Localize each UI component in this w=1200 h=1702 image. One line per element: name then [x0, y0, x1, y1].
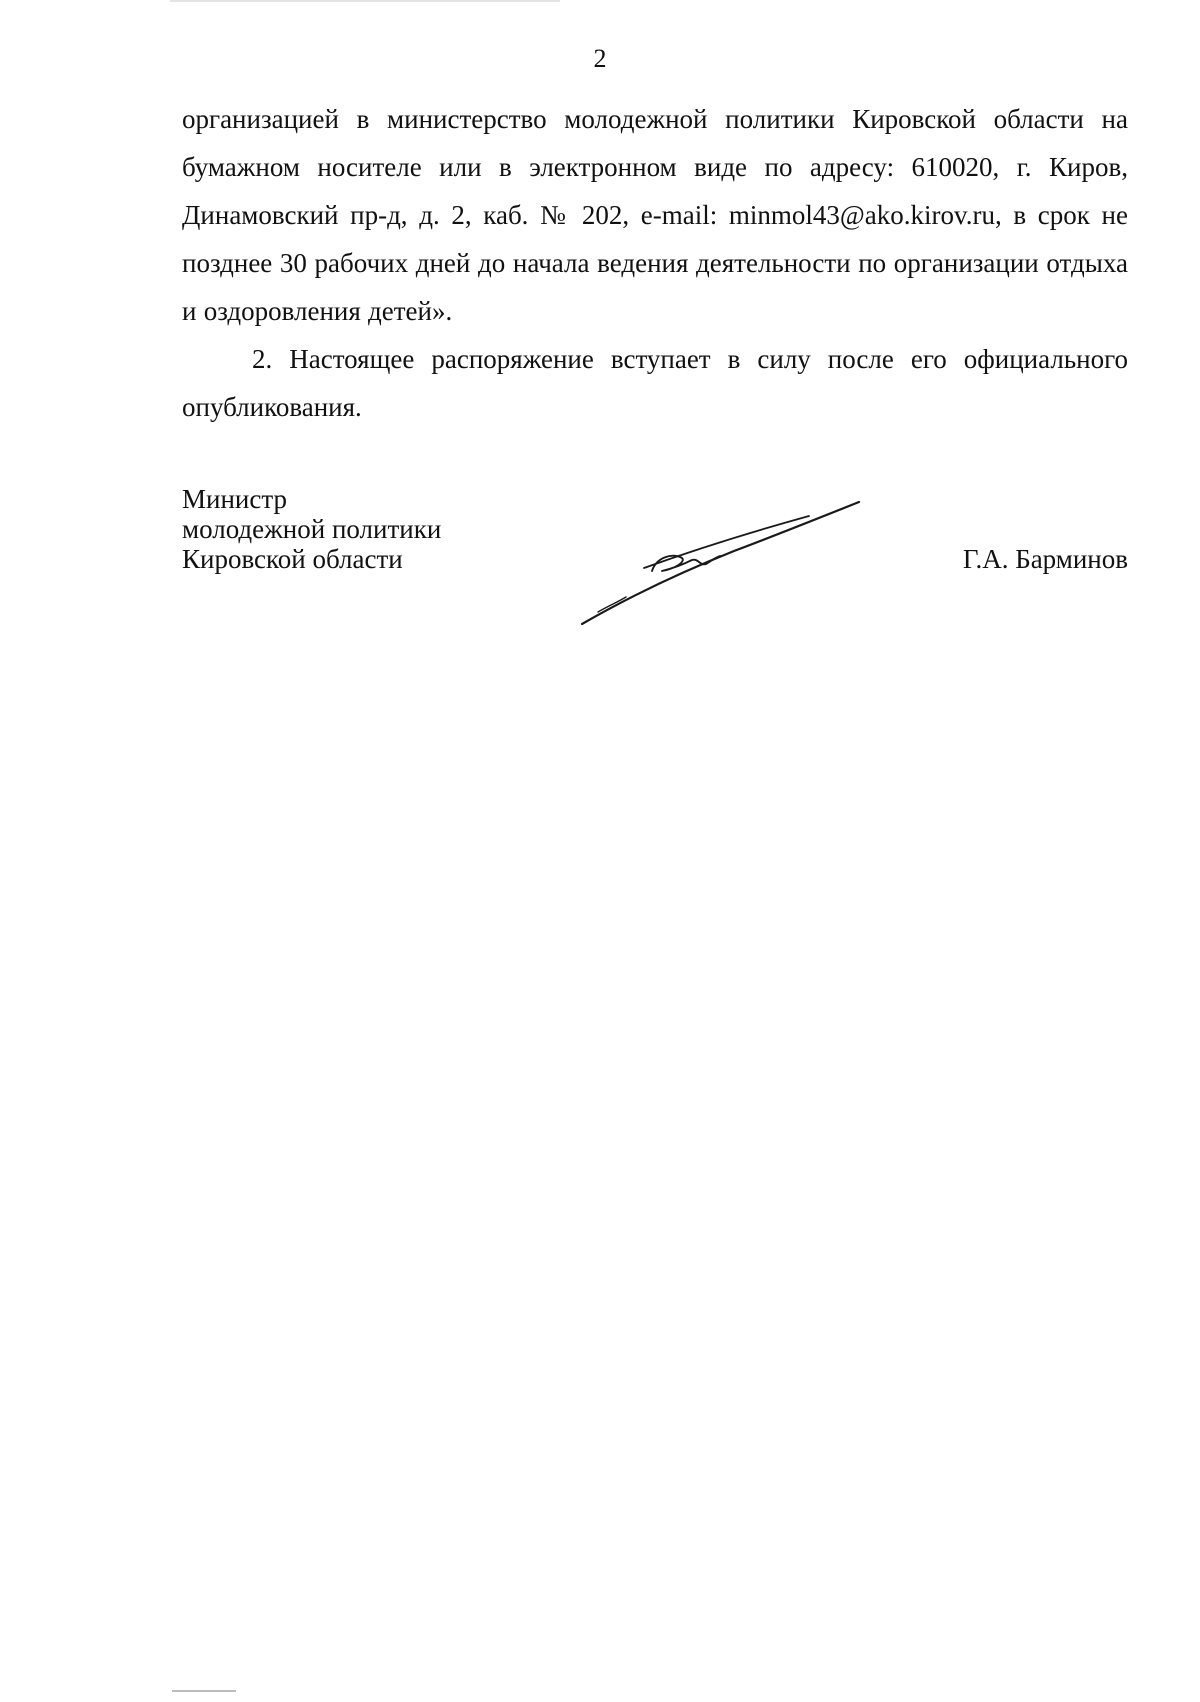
- document-body: [182, 95, 1128, 431]
- paragraph-item-2: 2. Настоящее распоряжение вступает в силу после его официального опубликования.: [182, 344, 1128, 422]
- signature-block: [182, 484, 1128, 644]
- page-number: 2: [593, 44, 607, 73]
- signatory-title-line: молодежной политики: [182, 514, 442, 544]
- scan-edge-bottom: [0, 1690, 1200, 1692]
- signatory-title-line: Кировской области: [182, 544, 403, 574]
- paragraph-continuation: организацией в министерство молодежной политики Кировской области на бумажном носителе или в электронном виде по адресу: 610020, г. Киров, Динамовский пр-д, д. 2, каб. № 202, e-mail: minmol43@ako.kirov.ru, в срок не позднее 30 рабочих дней до начала ведения деятельности по организации отдыха и оздоровления детей».: [182, 104, 1128, 326]
- scan-edge-top: [0, 0, 1200, 2]
- signatory-title: [182, 484, 441, 574]
- handwritten-signature: [574, 476, 874, 636]
- signatory-name: Г.А. Барминов: [962, 544, 1128, 574]
- signatory-title-line: Министр: [182, 484, 287, 514]
